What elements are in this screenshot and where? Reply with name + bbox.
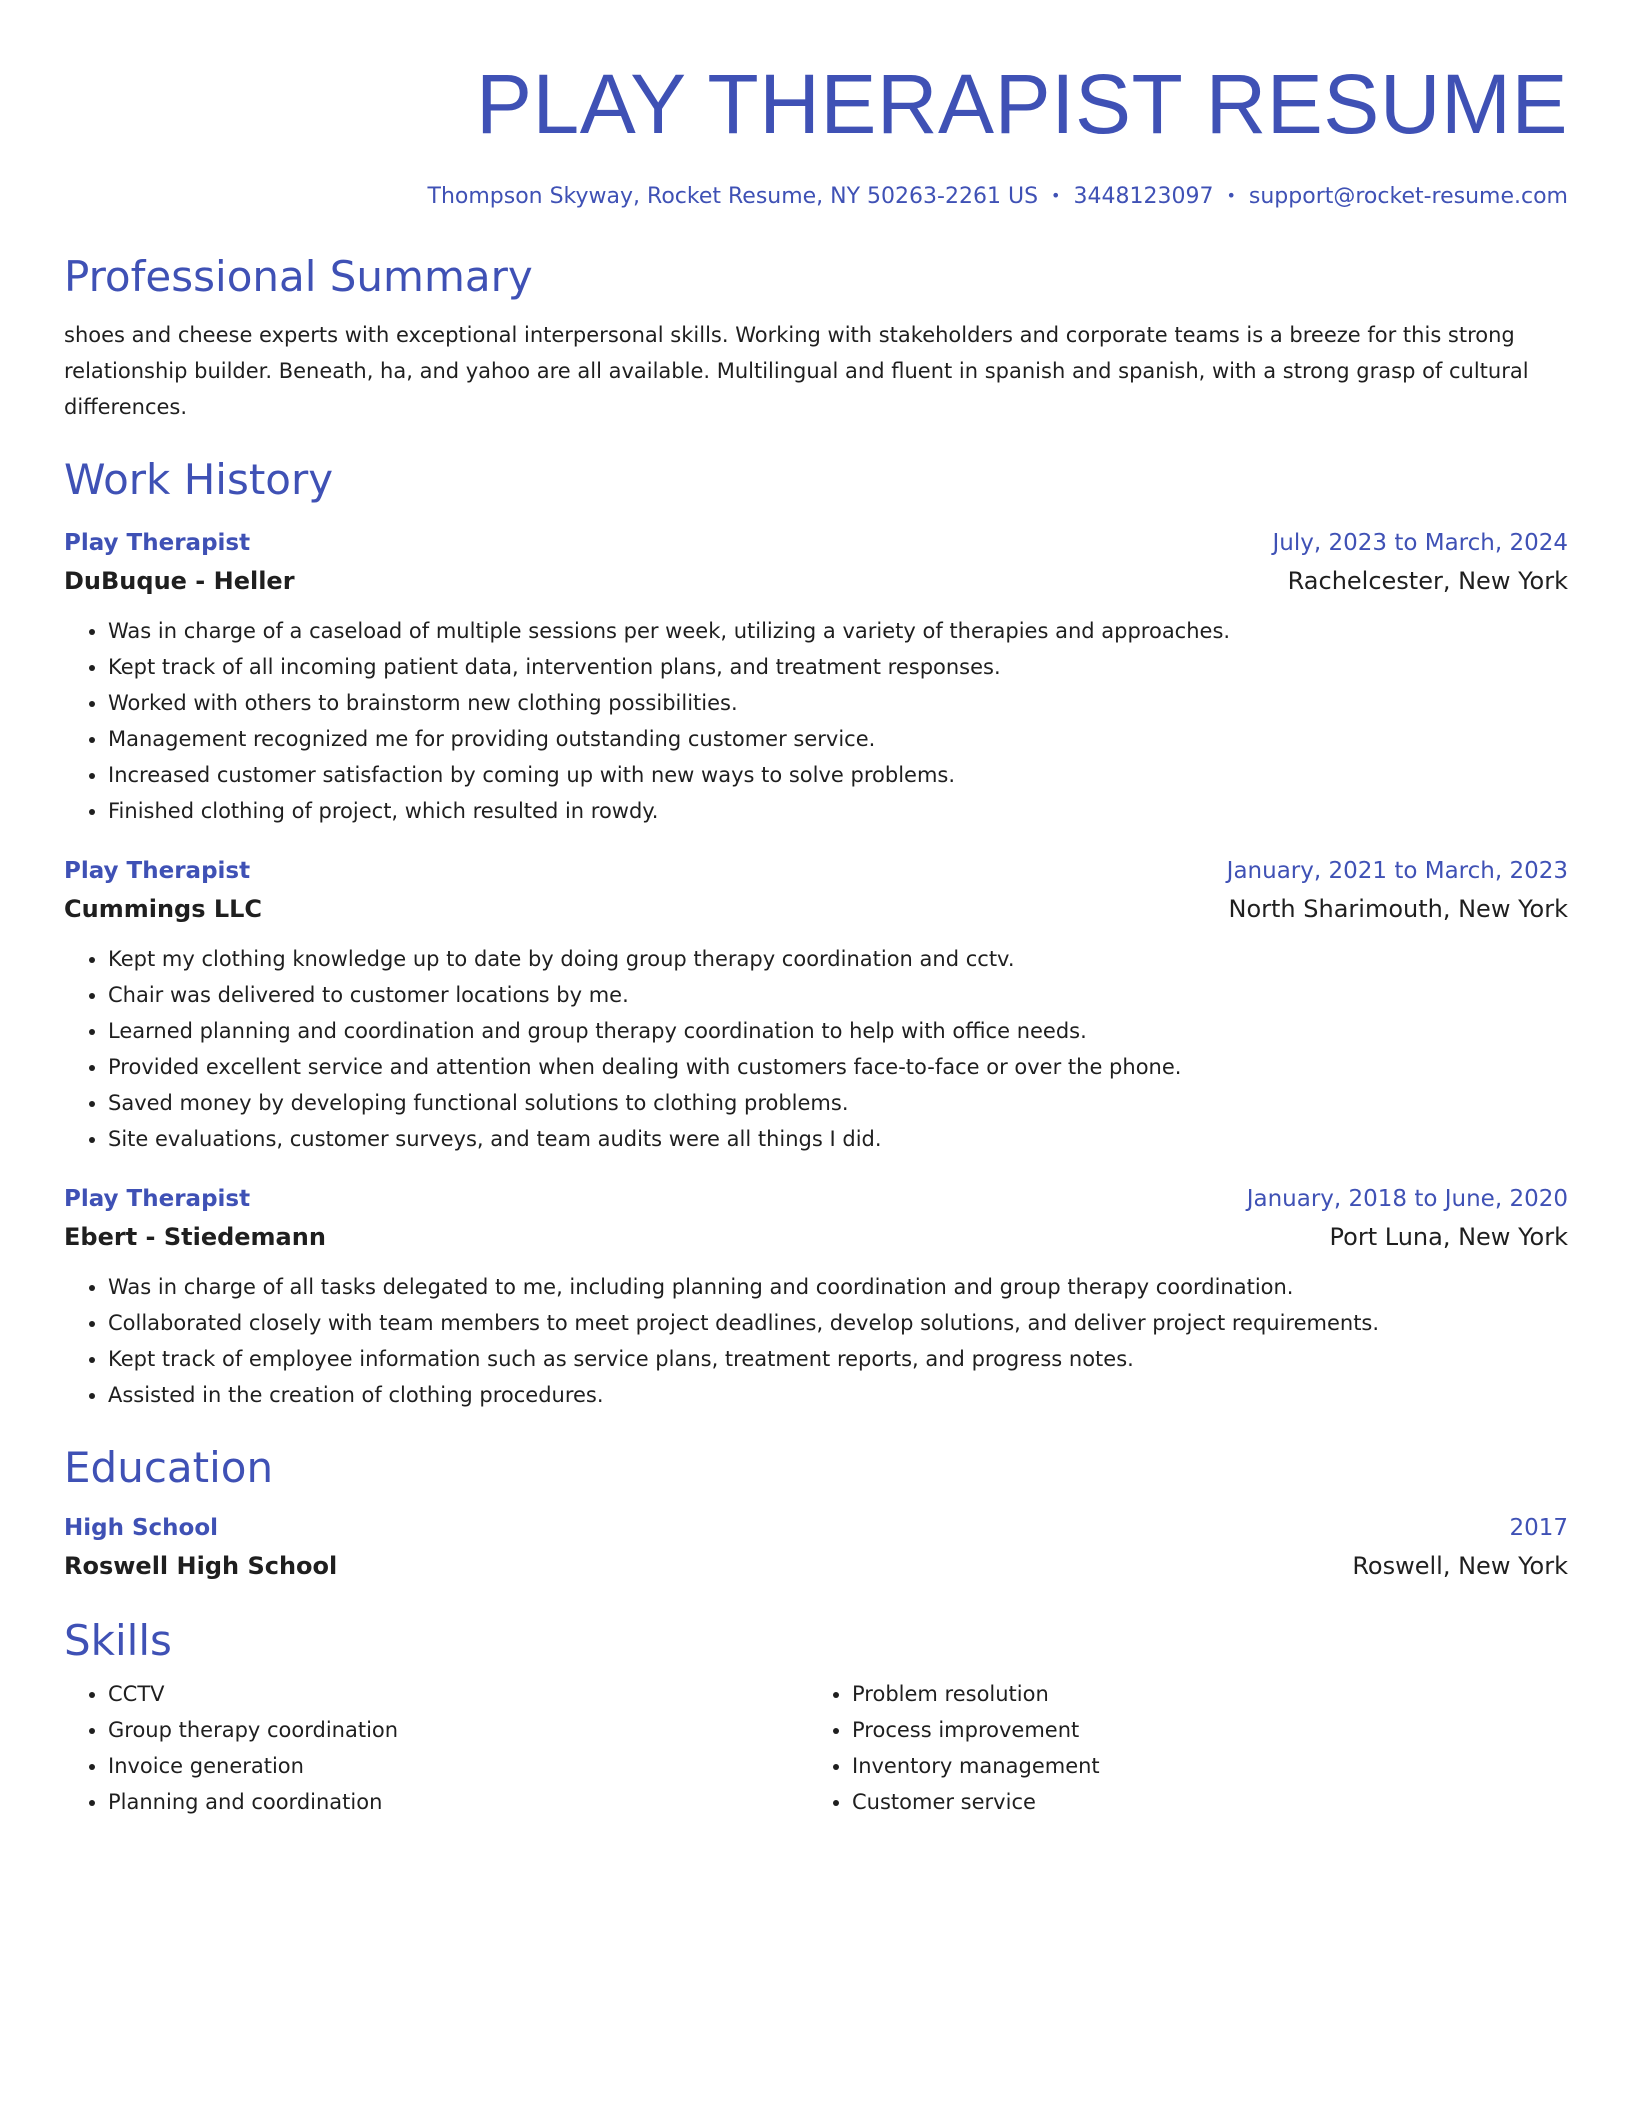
contact-phone: 3448123097 [1073, 184, 1214, 209]
contact-separator: • [1051, 186, 1061, 205]
job-entry [64, 525, 1568, 829]
education-degree: High School [64, 1514, 219, 1541]
job-bullets [64, 1269, 1568, 1413]
job-location: North Sharimouth, New York [1228, 895, 1568, 924]
job-company-row [64, 561, 1568, 601]
job-company-row [64, 889, 1568, 929]
job-bullet: • Provided excellent service and attention when dealing with customers face-to-face or over the phone. [108, 1049, 1568, 1085]
job-bullet: • Increased customer satisfaction by coming up with new ways to solve problems. [108, 757, 1568, 793]
job-bullet: • Assisted in the creation of clothing procedures. [108, 1377, 1568, 1413]
job-bullet: • Saved money by developing functional solutions to clothing problems. [108, 1085, 1568, 1121]
job-entry [64, 853, 1568, 1157]
job-dates: January, 2021 to March, 2023 [1226, 858, 1568, 885]
job-bullet: • Worked with others to brainstorm new clothing possibilities. [108, 685, 1568, 721]
education-school-row [64, 1546, 1568, 1586]
section-title-summary: Professional Summary [64, 252, 533, 302]
job-location: Rachelcester, New York [1287, 567, 1568, 596]
job-company-row [64, 1217, 1568, 1257]
section-title-skills: Skills [64, 1615, 172, 1665]
skill-item: • CCTV [108, 1676, 808, 1712]
skill-item: • Customer service [852, 1784, 1552, 1820]
education-school: Roswell High School [64, 1551, 338, 1580]
skills-list [64, 1676, 1568, 1820]
contact-address: Thompson Skyway, Rocket Resume, NY 50263-2261 US [427, 184, 1039, 209]
skill-item: • Group therapy coordination [108, 1712, 808, 1748]
education-location: Roswell, New York [1352, 1551, 1568, 1580]
job-bullets [64, 613, 1568, 829]
job-dates: July, 2023 to March, 2024 [1272, 530, 1568, 557]
job-bullet: • Kept my clothing knowledge up to date by doing group therapy coordination and cctv. [108, 941, 1568, 977]
job-bullet: • Kept track of employee information such as service plans, treatment reports, and progress notes. [108, 1341, 1568, 1377]
job-bullet: • Collaborated closely with team members to meet project deadlines, develop solutions, and deliver project requirements. [108, 1305, 1568, 1341]
skill-item: • Planning and coordination [108, 1784, 808, 1820]
job-company: Cummings LLC [64, 895, 263, 924]
job-company: DuBuque - Heller [64, 567, 295, 596]
job-header-row [64, 853, 1568, 889]
section-title-work-history: Work History [64, 454, 334, 504]
job-header-row [64, 1181, 1568, 1217]
resume-title: PLAY THERAPIST RESUME [476, 57, 1568, 151]
job-bullet: • Finished clothing of project, which resulted in rowdy. [108, 793, 1568, 829]
skill-item: • Inventory management [852, 1748, 1552, 1784]
contact-separator: • [1226, 186, 1236, 205]
job-bullet: • Chair was delivered to customer locations by me. [108, 977, 1568, 1013]
job-company: Ebert - Stiedemann [64, 1223, 326, 1252]
skill-item: • Process improvement [852, 1712, 1552, 1748]
job-bullet: • Learned planning and coordination and group therapy coordination to help with office needs. [108, 1013, 1568, 1049]
job-bullet: • Kept track of all incoming patient data, intervention plans, and treatment responses. [108, 649, 1568, 685]
section-title-education: Education [64, 1443, 274, 1493]
skill-item: • Problem resolution [852, 1676, 1552, 1712]
skill-item: • Invoice generation [108, 1748, 808, 1784]
job-title: Play Therapist [64, 858, 251, 885]
resume-page [64, 0, 1568, 1820]
education-year: 2017 [1509, 1514, 1568, 1541]
job-entry [64, 1181, 1568, 1413]
contact-email[interactable]: support@rocket-resume.com [1248, 184, 1568, 209]
education-header-row [64, 1510, 1568, 1546]
job-location: Port Luna, New York [1329, 1223, 1568, 1252]
skills-column-left [64, 1676, 808, 1820]
job-title: Play Therapist [64, 1186, 251, 1213]
job-dates: January, 2018 to June, 2020 [1246, 1186, 1568, 1213]
job-bullet: • Site evaluations, customer surveys, and team audits were all things I did. [108, 1121, 1568, 1157]
job-bullet: • Was in charge of a caseload of multiple sessions per week, utilizing a variety of therapies and approaches. [108, 613, 1568, 649]
job-bullets [64, 941, 1568, 1157]
skills-column-right [808, 1676, 1552, 1820]
job-bullet: • Management recognized me for providing outstanding customer service. [108, 721, 1568, 757]
job-title: Play Therapist [64, 530, 251, 557]
contact-line [64, 184, 1568, 210]
job-bullet: • Was in charge of all tasks delegated to me, including planning and coordination and group therapy coordination. [108, 1269, 1568, 1305]
summary-text: shoes and cheese experts with exceptional interpersonal skills. Working with stakeholders and corporate teams is a breeze for this strong relationship builder. Beneath, ha, and yahoo are all available. Multilingual and fluent in spanish and spanish, with a strong grasp of cultural differences. [64, 322, 1529, 419]
education-entry [64, 1510, 1568, 1586]
job-header-row [64, 525, 1568, 561]
